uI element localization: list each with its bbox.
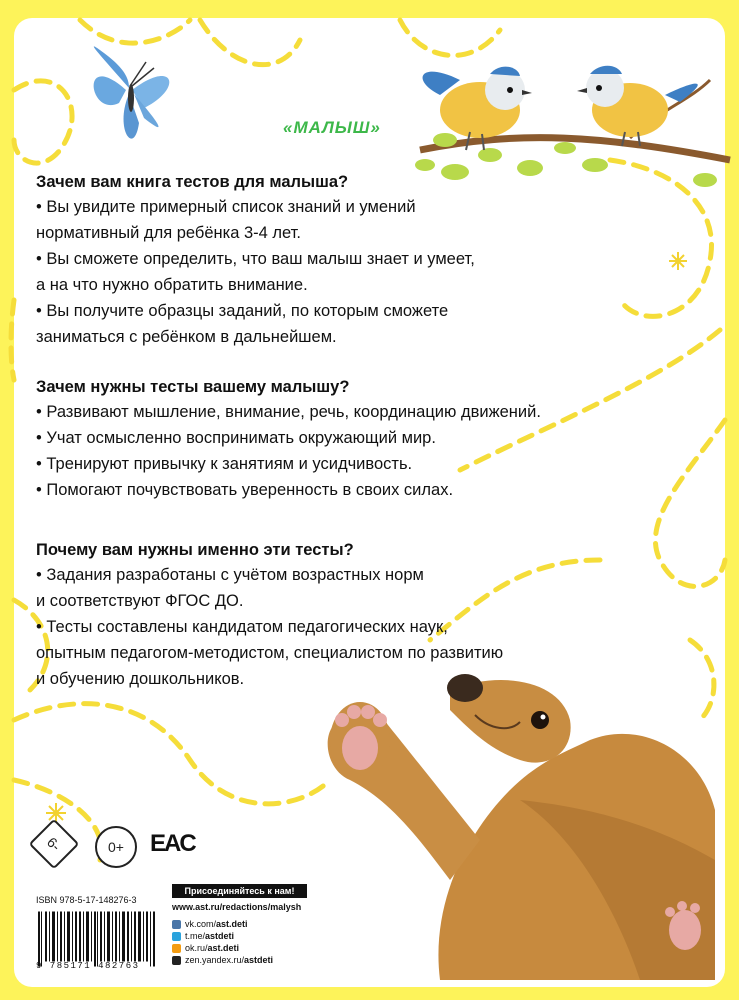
section-line: • Учат осмысленно воспринимать окружающий мир. [36,429,436,447]
section-heading: Зачем вам книга тестов для малыша? [36,173,349,191]
social-link-ok[interactable] [172,942,273,954]
social-link-handle: ast.deti [207,943,240,953]
section-line: и соответствуют ФГОС ДО. [36,592,244,610]
social-link-handle: astdeti [205,931,235,941]
social-link-prefix: zen.yandex.ru/ [185,955,245,965]
section-line: • Помогают почувствовать уверенность в своих силах. [36,481,454,499]
social-link-prefix: ok.ru/ [185,943,208,953]
section-line: а на что нужно обратить внимание. [36,276,308,294]
social-link-zen[interactable] [172,954,273,966]
section-line: опытным педагогом-методистом, специалистом по развитию [36,644,504,662]
section-why-tests [36,375,636,503]
malysh-logo: «МАЛЫШ» [283,118,381,137]
section-line: • Вы получите образцы заданий, по которым сможете [36,302,449,320]
section-line: • Вы сможете определить, что ваш малыш знает и умеет, [36,250,475,268]
section-line: • Тесты составлены кандидатом педагогических наук, [36,618,448,636]
eac-mark: EAC [150,830,195,857]
butterfly-illustration [74,28,194,158]
join-us-label: Присоединяйтесь к нам! [172,884,307,898]
social-links [172,918,273,966]
zen-icon [172,956,181,965]
publisher-site-link[interactable]: www.ast.ru/redactions/malysh [172,902,302,912]
social-link-prefix: vk.com/ [185,919,217,929]
social-link-handle: ast.deti [216,919,248,929]
section-line: нормативный для ребёнка 3-4 лет. [36,224,301,242]
telegram-icon [172,932,181,941]
social-link-telegram[interactable] [172,930,273,942]
bear-cub-illustration [320,660,725,990]
section-line: и обучению дошкольников. [36,670,245,688]
age-rating-0-mark: 0+ [95,826,137,868]
ok-icon [172,944,181,953]
vk-icon [172,920,181,929]
social-link-handle: astdeti [244,955,274,965]
social-link-vk[interactable] [172,918,273,930]
age-rating-6-mark: 6- [29,819,80,870]
isbn-text: ISBN 978-5-17-148276-3 [36,895,137,905]
section-heading: Зачем нужны тесты вашему малышу? [36,378,350,396]
section-line: • Тренируют привычку к занятиям и усидчивость. [36,455,413,473]
section-line: • Задания разработаны с учётом возрастных норм [36,566,424,584]
section-line: • Развивают мышление, внимание, речь, координацию движений. [36,403,541,421]
section-line: заниматься с ребёнком в дальнейшем. [36,328,337,346]
section-why-book [36,170,636,350]
section-heading: Почему вам нужны именно эти тесты? [36,541,354,559]
barcode-number: 9 785171 482763 [36,961,140,971]
section-line: • Вы увидите примерный список знаний и умений [36,198,416,216]
social-link-prefix: t.me/ [185,931,206,941]
